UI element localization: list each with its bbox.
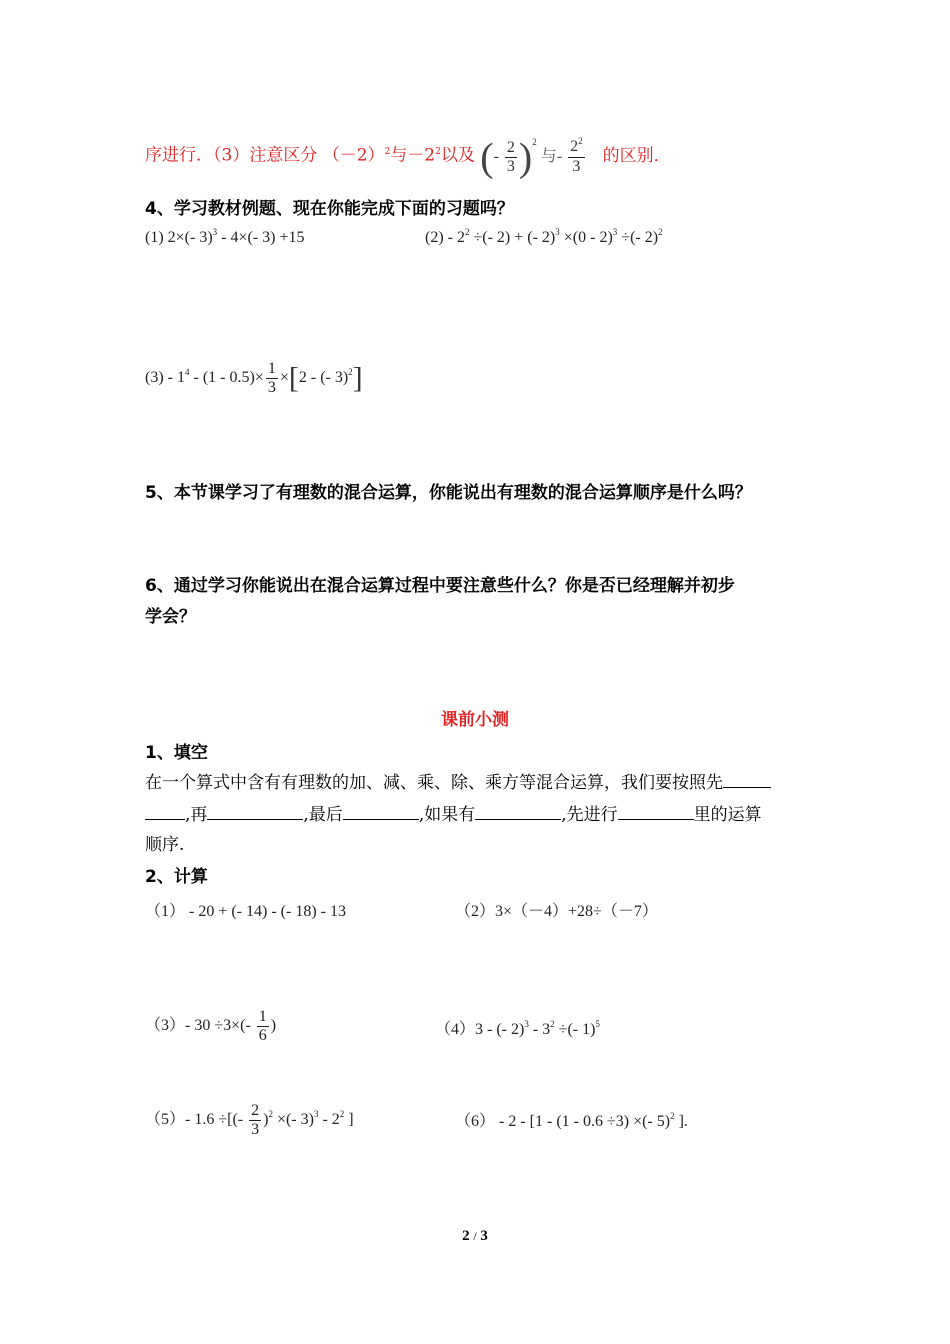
note-suffix: 的区别． <box>602 145 671 166</box>
note-sup-outer: 2 <box>532 136 537 147</box>
note-line <box>145 134 671 182</box>
note-frac2 <box>568 138 585 176</box>
q4-title: 4、学习教材例题、现在你能完成下面的习题吗？ <box>145 199 514 219</box>
calc-2: （2）3×（－4）+28÷（－7） <box>455 903 658 920</box>
fill-blank-5[interactable] <box>618 803 694 820</box>
calc-3-frac: $\frac{1}{6}$ <box>258 1007 267 1044</box>
fill-blank-1b[interactable] <box>145 803 185 820</box>
note-and: 以及 <box>440 145 475 166</box>
note-frac2-den: 3 <box>572 158 581 175</box>
note-prefix: 序进行．（3）注意区分 <box>145 145 318 166</box>
q4-problem-2: $(2) - 2^2$ ÷(- 2) + (- 2)$^3$ ×(0 - 2)$^3$ ÷(- 2)$^2$ <box>425 227 663 246</box>
calc-3: （3）- 30 ÷3×(- $\frac{1}{6}$ ) <box>145 1007 277 1044</box>
calc-1: （1） - 20 + (- 14) - (- 18) - 13 <box>145 903 346 920</box>
note-frac1-den: 3 <box>506 157 515 175</box>
quiz-heading: 课前小测 <box>441 710 509 730</box>
calc-title: 2、计算 <box>145 867 208 887</box>
calc-4: （4）3 - (- $2)^3 - 3^2$ ÷(- 1)$^5$ <box>435 1019 600 1038</box>
q4-problem-3: $(3) - 1^4 - (1 - 0.5)\times$ $\frac{1}{3}$ ×[2 - (- 3)$^2$] <box>145 359 363 396</box>
note-sup-b: 2 <box>435 146 441 157</box>
fill-blank-1a[interactable] <box>723 771 771 788</box>
note-with2: 与- <box>540 147 563 165</box>
page-number: 2 / 3 <box>462 1228 488 1244</box>
note-frac1-num: 2 <box>506 138 515 156</box>
note-frac1 <box>505 139 517 176</box>
note-frac2-num: $2^2$ <box>568 138 585 158</box>
fill-blank-2[interactable] <box>207 803 303 820</box>
note-fraction-expr: (- $\frac{2}{3}$ )$^2$ 与- $\frac{2^2}{3}$ <box>480 134 583 179</box>
q6-line-2: 学会？ <box>145 607 196 627</box>
fill-line-1: 在一个算式中含有有理数的加、减、乘、除、乘方等混合运算，我们要按照先 <box>145 768 771 793</box>
note-minus: - <box>493 147 499 165</box>
note-expr-a: （－2） <box>322 145 385 166</box>
q4-problem-1: (1) 2×(- 3)$^3$ - 4×(- 3) +15 <box>145 227 305 246</box>
q6-line-1: 6、通过学习你能说出在混合运算过程中要注意些什么？你是否已经理解并初步 <box>145 576 735 596</box>
fill-line-2: ,再 ,最后 ,如果有 ,先进行 里的运算 <box>145 800 762 825</box>
calc-5-frac: $\frac{2}{3}$ <box>251 1101 260 1138</box>
q4-p3-frac: $\frac{1}{3}$ <box>267 359 276 396</box>
calc-5: （5）- 1.6 ÷[(- $\frac{2}{3}$ )$^2$ ×(- $3)^3 - 2^2$ ] <box>145 1101 354 1138</box>
calc-6: （6） - 2 - [1 - (1 - 0.6 ÷3) ×(- 5)$^2$ ]. <box>455 1111 688 1130</box>
fill-line-3: 顺序. <box>145 835 185 855</box>
q5-title: 5、本节课学习了有理数的混合运算，你能说出有理数的混合运算顺序是什么吗？ <box>145 483 752 503</box>
note-with: 与－2 <box>390 145 436 166</box>
fill-title: 1、填空 <box>145 743 208 763</box>
note-sup-a: 2 <box>384 146 391 157</box>
fill-blank-3[interactable] <box>343 803 419 820</box>
fill-blank-4[interactable] <box>475 803 561 820</box>
